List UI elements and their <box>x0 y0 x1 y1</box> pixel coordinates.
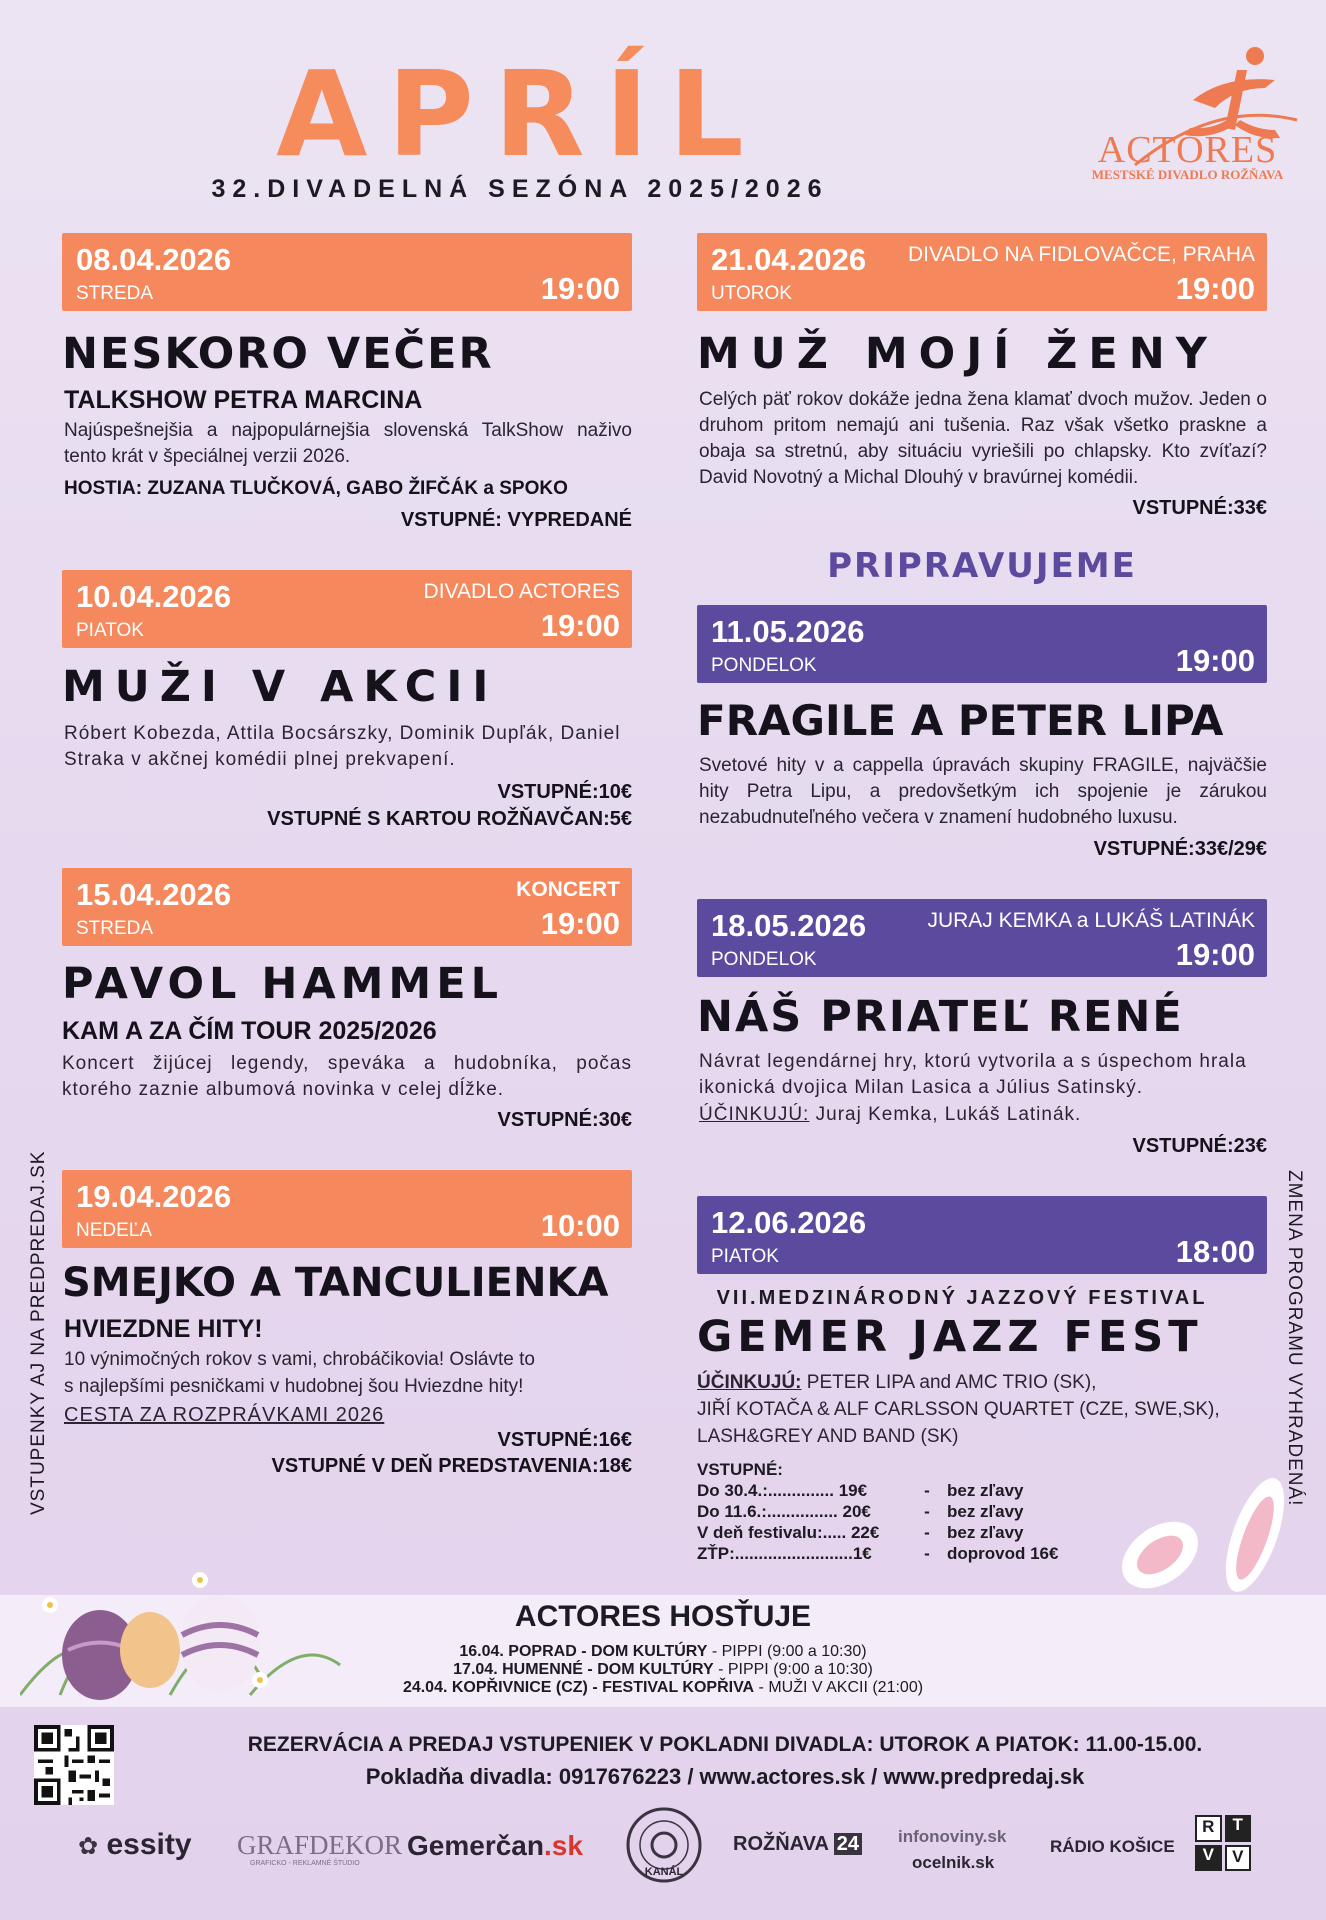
tour-show: - PIPPI (9:00 a 10:30) <box>713 1661 873 1678</box>
sponsor-gemercan-label: Gemerčan <box>407 1830 544 1861</box>
upcoming-heading: PRIPRAVUJEME <box>827 546 1137 586</box>
rtvs-letter: V <box>1195 1845 1222 1872</box>
ticket-row <box>697 1501 1058 1522</box>
event-time: 19:00 <box>540 608 620 643</box>
event-header-bar <box>697 605 1267 683</box>
event-description: Celých päť rokov dokáže jedna žena klamať dvoch mužov. Jeden o druhom pritom nemajú ani tušenia. Raz však všetko praskne a obaja sa stretnú, aby situáciu vyriešili po chlapsky. Kto zvíťazí? David Novotný a Michal Dlouhý v bravúrnej komédii. <box>699 389 1267 488</box>
cast-line: LASH&GREY AND BAND (SK) <box>697 1426 959 1447</box>
rtvs-letter: V <box>1225 1845 1252 1872</box>
ticket-sep: - <box>924 1544 930 1563</box>
rtvs-letter: T <box>1225 1815 1252 1842</box>
event-date: 10.04.2026 <box>76 579 232 614</box>
event-header-bar <box>62 1170 632 1248</box>
side-note-tickets: VSTUPENKY AJ NA PREDPREDAJ.SK <box>28 1150 49 1515</box>
sponsor-rtvs-logo <box>1195 1815 1251 1871</box>
event-title: MUŽ MOJÍ ŽENY <box>697 329 1218 379</box>
event-venue: KONCERT <box>516 878 620 901</box>
rtvs-letter: R <box>1195 1815 1222 1842</box>
kanal-label: KANÁL <box>644 1866 684 1878</box>
event-price: VSTUPNÉ:10€ <box>497 781 632 803</box>
event-description: Róbert Kobezda, Attila Bocsárszky, Dominik Dupľák, Daniel Straka v akčnej komédii plnej prekvapení. <box>64 723 621 770</box>
sponsor-grafdekor-sub: GRAFICKO - REKLAMNÉ ŠTÚDIO <box>250 1860 360 1867</box>
event-day: PONDELOK <box>711 655 817 676</box>
event-title: PAVOL HAMMEL <box>62 959 503 1009</box>
cast-label: ÚČINKUJÚ: <box>699 1104 810 1125</box>
page-title: APRÍL <box>276 45 764 183</box>
reservation-info: REZERVÁCIA A PREDAJ VSTUPENIEK V POKLADNI DIVADLA: UTOROK A PIATOK: 11.00-15.00. <box>247 1733 1203 1756</box>
event-header-bar <box>697 233 1267 311</box>
roznava-label: ROŽŇAVA <box>733 1833 829 1855</box>
event-time: 19:00 <box>1175 271 1255 306</box>
sponsor-roznava <box>733 1833 862 1856</box>
roznava-number: 24 <box>834 1833 862 1855</box>
event-title: SMEJKO A TANCULIENKA <box>62 1260 609 1306</box>
side-note-program: ZMENA PROGRAMU VYHRADENÁ! <box>1284 1170 1305 1507</box>
tour-show: - MUŽI V AKCII (21:00) <box>754 1679 924 1696</box>
event-time: 18:00 <box>1175 1234 1255 1269</box>
event-price-card: VSTUPNÉ S KARTOU ROŽŇAVČAN:5€ <box>267 808 632 830</box>
event-guests: HOSTIA: ZUZANA TLUČKOVÁ, GABO ŽIFČÁK a SPOKO <box>64 478 568 499</box>
sponsor-essity <box>78 1828 192 1862</box>
sponsor-infonoviny: infonoviny.sk <box>898 1827 1007 1846</box>
event-price: VSTUPNÉ:33€/29€ <box>1093 838 1267 860</box>
ticket-sep: - <box>924 1481 930 1500</box>
event-subtitle: TALKSHOW PETRA MARCINA <box>64 386 423 414</box>
event-description: Koncert žijúcej legendy, speváka a hudobníka, počas ktorého zaznie albumová novinka v celej dĺžke. <box>62 1053 632 1100</box>
ticket-note: bez zľavy <box>947 1502 1024 1521</box>
hostuje-title: ACTORES HOSŤUJE <box>514 1600 812 1633</box>
event-title: MUŽI V AKCII <box>62 662 499 712</box>
ticket-row <box>697 1522 1058 1543</box>
event-day: UTOROK <box>711 283 792 304</box>
tickets-label: VSTUPNÉ: <box>697 1460 783 1479</box>
event-description: Návrat legendárnej hry, ktorú vytvorila a s úspechom hrala ikonická dvojica Milan Lasica a Július Satinský. <box>699 1051 1247 1098</box>
event-subtitle: HVIEZDNE HITY! <box>64 1315 263 1343</box>
event-venue: DIVADLO NA FIDLOVAČCE, PRAHA <box>908 243 1255 266</box>
event-date: 18.05.2026 <box>711 908 867 943</box>
event-link[interactable]: CESTA ZA ROZPRÁVKAMI 2026 <box>64 1404 385 1426</box>
event-venue: DIVADLO ACTORES <box>423 580 620 603</box>
event-description: Najúspešnejšia a najpopulárnejšia slovenská TalkShow naživo tento krát v špeciálnej verzii 2026. <box>64 420 632 467</box>
sponsor-essity-label: essity <box>106 1828 192 1861</box>
sponsor-grafdekor: GRAFDEKOR <box>237 1830 403 1860</box>
ticket-label: Do 30.4.:.............. 19€ <box>697 1481 868 1500</box>
tour-place: 24.04. KOPŘIVNICE (CZ) - FESTIVAL KOPŘIVA <box>402 1679 755 1696</box>
contact-info: Pokladňa divadla: 0917676223 / www.actores.sk / www.predpredaj.sk <box>365 1764 1085 1789</box>
event-time: 19:00 <box>1175 643 1255 678</box>
tour-item <box>0 1679 1326 1697</box>
event-day: PONDELOK <box>711 949 817 970</box>
event-day: STREDA <box>76 283 154 304</box>
logo-subtitle: MESTSKÉ DIVADLO ROŽŇAVA <box>1091 167 1284 182</box>
event-day: STREDA <box>76 918 154 939</box>
festival-pretitle: VII.MEDZINÁRODNÝ JAZZOVÝ FESTIVAL <box>716 1287 1208 1309</box>
cast-label: ÚČINKUJÚ: <box>697 1372 802 1393</box>
festival-cast <box>697 1369 1297 1450</box>
ticket-note: bez zľavy <box>947 1523 1024 1542</box>
ticket-note: bez zľavy <box>947 1481 1024 1500</box>
event-subtitle: KAM A ZA ČÍM TOUR 2025/2026 <box>62 1017 437 1045</box>
event-title: GEMER JAZZ FEST <box>697 1312 1203 1362</box>
tour-place: 16.04. POPRAD - DOM KULTÚRY <box>459 1643 708 1660</box>
event-price: VSTUPNÉ:30€ <box>497 1109 632 1131</box>
ticket-sep: - <box>924 1523 930 1542</box>
essity-flower-icon: ✿ <box>78 1833 99 1860</box>
event-title: FRAGILE A PETER LIPA <box>697 696 1224 745</box>
sponsor-gemercan <box>407 1830 583 1862</box>
sponsor-ocelnik: ocelnik.sk <box>912 1853 995 1872</box>
event-price-day: VSTUPNÉ V DEŇ PREDSTAVENIA:18€ <box>271 1455 632 1477</box>
ticket-row <box>697 1543 1058 1564</box>
event-description: Svetové hity v a cappella úpravách skupiny FRAGILE, najväčšie hity Petra Lipu, a predovšetkým ich spojenie je zárukou nezabudnuteľného večera v znamení hudobného luxusu. <box>699 755 1267 828</box>
logo-name: ACTORES <box>1097 129 1278 171</box>
event-time: 19:00 <box>1175 937 1255 972</box>
ticket-label: V deň festivalu:..... 22€ <box>697 1523 880 1542</box>
event-date: 19.04.2026 <box>76 1179 232 1214</box>
bunny-ears-icon <box>1105 1460 1305 1600</box>
event-price: VSTUPNÉ:23€ <box>1132 1135 1267 1157</box>
event-price: VSTUPNÉ: VYPREDANÉ <box>400 509 632 531</box>
cast-line: PETER LIPA and AMC TRIO (SK), <box>801 1372 1097 1393</box>
tour-place: 17.04. HUMENNÉ - DOM KULTÚRY <box>453 1661 714 1678</box>
event-cast <box>699 1102 1267 1128</box>
event-date: 21.04.2026 <box>711 242 867 277</box>
season-subtitle: 32.DIVADELNÁ SEZÓNA 2025/2026 <box>211 175 829 203</box>
ticket-label: ZŤP:.........................1€ <box>697 1544 872 1563</box>
event-time: 19:00 <box>540 271 620 306</box>
event-header-bar <box>62 570 632 648</box>
event-description-line: s najlepšími pesničkami v hudobnej šou Hviezdne hity! <box>64 1376 524 1397</box>
ticket-table <box>697 1459 1058 1564</box>
qr-code-icon[interactable] <box>34 1725 114 1805</box>
event-price: VSTUPNÉ:33€ <box>1132 497 1267 519</box>
cast-names: Juraj Kemka, Lukáš Latinák. <box>809 1104 1082 1125</box>
event-description-line: 10 výnimočných rokov s vami, chrobáčikovia! Oslávte to <box>64 1349 535 1370</box>
ticket-label: Do 11.6.:............... 20€ <box>697 1502 871 1521</box>
ticket-note: doprovod 16€ <box>947 1544 1059 1563</box>
ticket-row <box>697 1480 1058 1501</box>
event-date: 11.05.2026 <box>711 614 865 649</box>
sponsor-radio-kosice: RÁDIO KOŠICE <box>1050 1837 1175 1856</box>
event-time: 19:00 <box>540 906 620 941</box>
event-time: 10:00 <box>540 1208 620 1243</box>
tour-item <box>0 1643 1326 1661</box>
event-day: PIATOK <box>76 620 144 641</box>
event-date: 12.06.2026 <box>711 1205 867 1240</box>
cast-line: JIŘÍ KOTAČA & ALF CARLSSON QUARTET (CZE, SWE,SK), <box>697 1399 1220 1420</box>
event-price: VSTUPNÉ:16€ <box>497 1429 632 1451</box>
tour-show: - PIPPI (9:00 a 10:30) <box>707 1643 867 1660</box>
event-title: NÁŠ PRIATEĽ RENÉ <box>697 992 1184 1042</box>
event-day: NEDEĽA <box>76 1220 153 1241</box>
event-header-bar <box>62 868 632 946</box>
event-header-bar <box>697 1196 1267 1274</box>
event-date: 15.04.2026 <box>76 877 232 912</box>
event-header-bar <box>697 899 1267 977</box>
event-day: PIATOK <box>711 1246 779 1267</box>
event-header-bar <box>62 233 632 311</box>
ticket-sep: - <box>924 1502 930 1521</box>
event-date: 08.04.2026 <box>76 242 232 277</box>
sponsor-gemercan-tld: .sk <box>543 1830 583 1861</box>
event-title: NESKORO VEČER <box>62 329 494 379</box>
tour-item <box>0 1661 1326 1679</box>
event-venue: JURAJ KEMKA a LUKÁŠ LATINÁK <box>927 909 1255 932</box>
